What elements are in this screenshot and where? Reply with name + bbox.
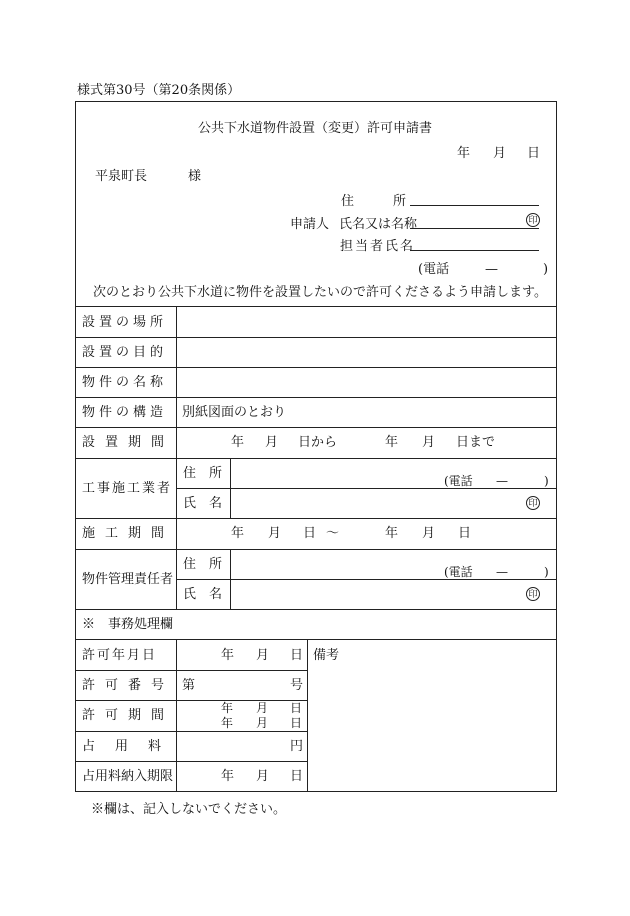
- rule: [75, 639, 557, 640]
- phone-dash: —: [485, 262, 498, 277]
- period-to-month: 月: [422, 435, 436, 450]
- rule: [307, 639, 308, 792]
- label-object-name: 物件の名称: [82, 375, 168, 390]
- rule: [176, 488, 557, 489]
- applicant-role-label: 申請人: [290, 217, 330, 232]
- phone-open: (電話: [418, 262, 450, 277]
- manager-phone-close: ): [544, 565, 549, 579]
- fee-deadline-year: 年: [221, 769, 235, 784]
- addressee-honorific: 様: [188, 169, 202, 184]
- label-contractor: 工事施工業者: [82, 481, 173, 496]
- fee-deadline-month: 月: [256, 769, 270, 784]
- cp-to-day: 日: [458, 526, 472, 541]
- rule: [75, 458, 557, 459]
- permit-date-month: 月: [256, 648, 270, 663]
- permit-period-from-year: 年: [221, 701, 234, 715]
- applicant-address-field[interactable]: [410, 205, 539, 206]
- rule: [75, 306, 557, 307]
- manager-address-label: 住 所: [183, 557, 223, 572]
- period-from-year: 年: [231, 435, 245, 450]
- contractor-address-label: 住 所: [183, 466, 223, 481]
- cp-from-month: 月: [268, 526, 282, 541]
- applicant-name-label: 氏名又は名称: [339, 217, 418, 232]
- seal-mark: 印: [526, 587, 540, 601]
- applicant-address-label: 住 所: [341, 194, 407, 209]
- period-to-year: 年: [385, 435, 399, 450]
- rule: [75, 397, 557, 398]
- fee-deadline-day: 日: [290, 769, 304, 784]
- label-permit-number: 許可番号: [82, 678, 175, 693]
- label-fee-deadline: 占用料納入期限: [82, 769, 174, 784]
- cp-to-month: 月: [422, 526, 436, 541]
- period-from-day: 日から: [298, 435, 338, 450]
- cp-from-day: 日: [303, 526, 317, 541]
- label-structure: 物件の構造: [82, 405, 168, 420]
- period-to-day: 日まで: [456, 435, 496, 450]
- rule: [230, 549, 231, 609]
- permit-number-prefix: 第: [182, 678, 196, 693]
- label-occupancy-fee: 占用料: [82, 739, 182, 754]
- label-remarks: 備考: [313, 648, 340, 663]
- cp-from-year: 年: [231, 526, 245, 541]
- rule: [75, 337, 557, 338]
- permit-period-to-month: 月: [256, 716, 269, 730]
- period-from-month: 月: [265, 435, 279, 450]
- rule: [75, 549, 557, 550]
- phone-close: ): [543, 262, 549, 277]
- rule: [75, 761, 307, 762]
- manager-phone-dash: —: [496, 565, 508, 579]
- yen-unit: 円: [290, 739, 304, 754]
- manager-phone-open: (電話: [444, 565, 473, 579]
- form-title: 公共下水道物件設置（変更）許可申請書: [197, 121, 432, 136]
- contractor-phone-close: ): [544, 474, 549, 488]
- rule: [176, 639, 177, 792]
- label-construction-period: 施工期間: [82, 526, 175, 541]
- applicant-name-field[interactable]: [410, 228, 539, 229]
- form-id: 様式第30号（第20条関係）: [77, 83, 241, 98]
- permit-period-to-day: 日: [290, 716, 303, 730]
- permit-period-from-month: 月: [256, 701, 269, 715]
- rule: [75, 731, 307, 732]
- label-manager: 物件管理責任者: [82, 572, 174, 587]
- rule: [75, 670, 307, 671]
- permit-date-day: 日: [290, 648, 304, 663]
- rule: [75, 609, 557, 610]
- label-purpose: 設置の目的: [82, 345, 168, 360]
- applicant-contact-label: 担当者氏名: [340, 239, 416, 254]
- label-permit-date: 許可年月日: [82, 648, 158, 663]
- seal-mark: 印: [526, 213, 540, 227]
- cp-to-year: 年: [385, 526, 399, 541]
- permit-number-suffix: 号: [290, 678, 304, 693]
- contractor-phone-dash: —: [496, 474, 508, 488]
- rule: [230, 458, 231, 518]
- seal-mark: 印: [526, 496, 540, 510]
- rule: [75, 427, 557, 428]
- permit-period-from-day: 日: [290, 701, 303, 715]
- rule: [176, 306, 177, 609]
- cp-tilde: 〜: [326, 526, 340, 541]
- date-year: 年: [457, 146, 471, 161]
- contractor-name-label: 氏 名: [183, 496, 223, 511]
- contractor-phone-open: (電話: [444, 474, 473, 488]
- label-permit-period: 許可期間: [82, 708, 175, 723]
- manager-name-label: 氏 名: [183, 587, 223, 602]
- footnote: ※欄は、記入しないでください。: [91, 802, 287, 817]
- permit-period-to-year: 年: [221, 716, 234, 730]
- rule: [176, 579, 557, 580]
- applicant-contact-field[interactable]: [410, 250, 539, 251]
- application-statement: 次のとおり公共下水道に物件を設置したいので許可くださるよう申請します。: [93, 285, 547, 300]
- structure-value: 別紙図面のとおり: [182, 405, 287, 420]
- rule: [75, 700, 307, 701]
- rule: [75, 367, 557, 368]
- permit-date-year: 年: [221, 648, 235, 663]
- addressee-name: 平泉町長: [95, 169, 148, 184]
- label-period: 設置期間: [82, 435, 175, 450]
- date-day: 日: [527, 146, 541, 161]
- rule: [75, 518, 557, 519]
- label-location: 設置の場所: [82, 315, 168, 330]
- office-header: ※ 事務処理欄: [82, 617, 174, 632]
- date-month: 月: [493, 146, 507, 161]
